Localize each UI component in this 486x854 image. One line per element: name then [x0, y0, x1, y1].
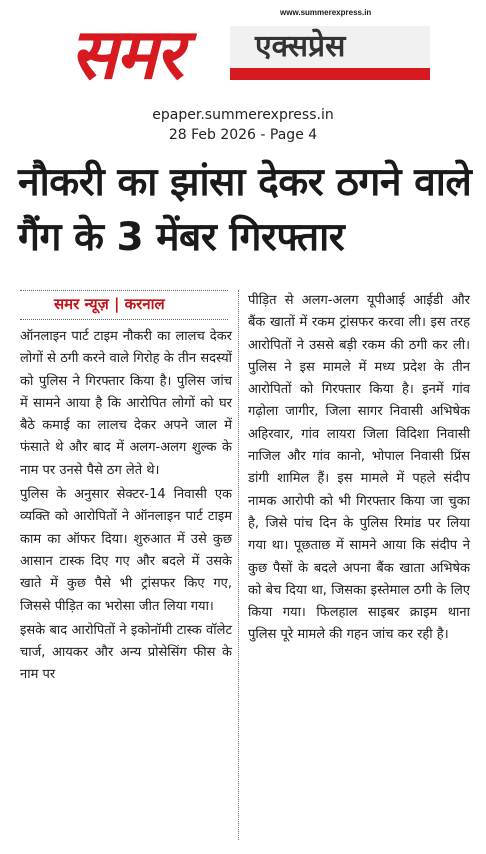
masthead-subname: एक्सप्रेस	[255, 29, 346, 64]
headline: नौकरी का झांसा देकर ठगने वाले गैंग के 3 मेंबर गिरफ्तार	[18, 160, 472, 260]
paragraph: इसके बाद आरोपितों ने इकोनॉमी टास्क वॉलेट चार्ज, आयकर और अन्य प्रोसेसिंग फीस के नाम पर	[20, 622, 232, 683]
date-page: 28 Feb 2026 - Page 4	[168, 127, 318, 143]
epaper-source: epaper.summerexpress.in	[152, 107, 334, 123]
article-column-right	[248, 290, 470, 649]
byline: समर न्यूज़ | करनाल	[54, 295, 165, 313]
masthead-website: www.summerexpress.in	[280, 8, 372, 17]
byline-rule-top	[20, 290, 228, 291]
paragraph: ऑनलाइन पार्ट टाइम नौकरी का लालच देकर लोगों से ठगी करने वाले गिरोह के तीन सदस्यों को पुलिस ने गिरफ्तार किया है। पुलिस जांच में सामने आया है कि आरोपित लोगों को घर बैठे कमाई का लालच देकर अपने जाल में फंसाते थे और बाद में अलग-अलग शुल्क के नाम पर उनसे पैसे ठग लेते थे।	[20, 329, 232, 478]
byline-box	[20, 290, 228, 320]
masthead-name: समर	[70, 13, 182, 95]
article-column-left	[20, 326, 232, 689]
column-divider	[238, 290, 239, 840]
paragraph: पुलिस के अनुसार सेक्टर-14 निवासी एक व्यक्ति को आरोपितों ने ऑनलाइन पार्ट टाइम काम का ऑफर दिया। शुरुआत में उसे कुछ आसान टास्क दिए गए और बदले में उसके खाते में कुछ पैसे भी ट्रांसफर किए गए, जिससे पीड़ित का भरोसा जीत लिया गया।	[20, 487, 232, 614]
byline-rule-bottom	[20, 319, 228, 320]
masthead-logo	[70, 6, 430, 101]
paragraph: पीड़ित से अलग-अलग यूपीआई आईडी और बैंक खातों में रकम ट्रांसफर करवा ली। इस तरह आरोपितों ने उससे बड़ी रकम की ठगी कर ली। पुलिस ने इस मामले में मध्य प्रदेश के तीन आरोपितों को गिरफ्तार किया है। इनमें गांव गढ़ोला जागीर, जिला सागर निवासी अभिषेक अहिरवार, गांव लायरा जिला विदिशा निवासी नाजिल और गांव कानो, भोपाल निवासी प्रिंस डांगी शामिल हैं। इस मामले में पहले संदीप नामक आरोपी को भी गिरफ्तार किया जा चुका है, जिसे पांच दिन के पुलिस रिमांड पर लिया गया था। पूछताछ में सामने आया कि संदीप ने कुछ पैसों के बदले अपना बैंक खाता अभिषेक को बेच दिया था, जिसका इस्तेमाल ठगी के लिए किया गया। फिलहाल साइबर क्राइम थाना पुलिस पूरे मामले की गहन जांच कर रही है।	[248, 293, 470, 643]
